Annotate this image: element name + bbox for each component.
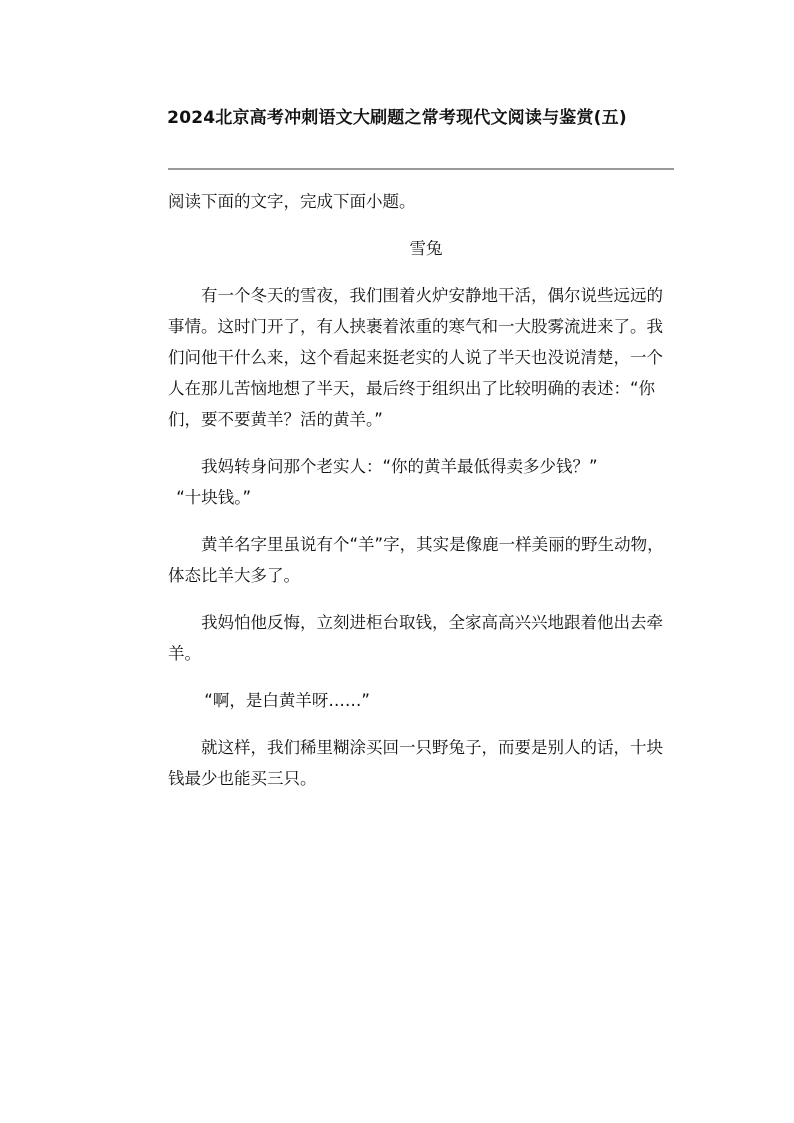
paragraph-4: 黄羊名字里虽说有个“羊”字，其实是像鹿一样美丽的野生动物，体态比羊大多了。 bbox=[168, 535, 664, 585]
page-title: 2024北京高考冲刺语文大刷题之常考现代文阅读与鉴赏(五) bbox=[167, 108, 627, 128]
paragraph-7: 就这样，我们稀里糊涂买回一只野兔子，而要是别人的话，十块钱最少也能买三只。 bbox=[168, 738, 663, 788]
instruction-text: 阅读下面的文字，完成下面小题。 bbox=[168, 192, 416, 211]
title-divider bbox=[168, 168, 674, 170]
paragraph-5: 我妈怕他反悔，立刻进柜台取钱，全家高高兴兴地跟着他出去牵羊。 bbox=[168, 613, 663, 663]
paragraph-6: “啊，是白黄羊呀……” bbox=[204, 691, 370, 710]
story-title: 雪兔 bbox=[409, 239, 443, 258]
paragraph-2: 我妈转身问那个老实人：“你的黄羊最低得卖多少钱？” bbox=[201, 457, 598, 476]
paragraph-3: “十块钱。” bbox=[176, 488, 252, 507]
paragraph-1: 有一个冬天的雪夜，我们围着火炉安静地干活，偶尔说些远远的事情。这时门开了，有人挟裹着浓重的寒气和一大股雾流进来了。我们问他干什么来，这个看起来挺老实的人说了半天也没说清楚，一个人在那儿苦恼地想了半天，最后终于组织出了比较明确的表述：“你们，要不要黄羊？活的黄羊。” bbox=[168, 286, 663, 429]
document-body bbox=[168, 186, 676, 810]
